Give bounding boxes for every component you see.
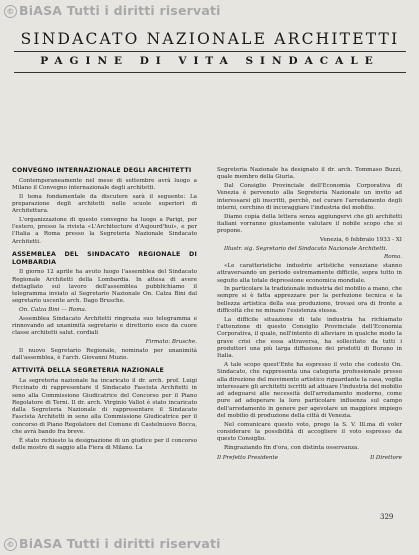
paragraph: Dal Consiglio Provinciale dell'Economia Corporativa di Venezia è pervenuto alla Segreteria Nazionale un invito ad interessarsi gli inscritti, perchè, nel curare l'arredamento degli interni, cerchino di incoraggiare l'industria del mobilio. [217, 182, 402, 211]
paragraph: Il tema fondamentale da discutere sarà il seguente: La preparazione degli architetti nelle scuole superiori di Architettura. [12, 193, 197, 215]
paragraph: La difficile situazione di tale industria ha richiamato l'attenzione di questo Consiglio Provinciale dell'Economia Corporativa, il quale, nell'intento di alleviare in qualche modo la grave crisi che essa attraversa, ha sollecitato da tutti i produttori una più larga diffusione dei prodotti di Burano in Italia. [217, 316, 402, 360]
paragraph: La segreteria nazionale ha incaricato il dr. arch. prof. Luigi Piccinato di rappresentare il Sindacato Fascista Architetti in seno alla Commissione Giudicatrice del Concorso per il Piano Regolatore di Terni. Il dr. arch. Virginio Vallot è stato incaricato dalla Segreteria Nazionale di rappresentare il Sindacato Fascista Architetti in seno alla Commissione Giudicatrice per il concorso di Piano Regolatore del Comune di Castelnuovo Bocca, che avrà bando fra breve. [12, 377, 197, 436]
copyright-icon: © [4, 5, 17, 18]
page-number: 329 [380, 513, 394, 521]
title-rule [14, 51, 406, 52]
paragraph: Nel comunicare questo voto, prego la S. V. Ill.ma di voler considerare la possibilità di accogliere il voto espresso da questo Consiglio. [217, 421, 402, 443]
telegram-address: On. Calza Bini — Roma. [19, 307, 87, 314]
paragraph: In particolare la tradizionale industria del mobilio a mano, che sempre si è fatta apprezzare per la perfezione tecnica e la bellezza artistica della sua produzione, trovasi ora di fronte a difficoltà che ne minano l'esistenza stessa. [217, 286, 402, 315]
section-heading-attivita: ATTIVITÀ DELLA SEGRETERIA NAZIONALE [12, 367, 165, 375]
paragraph: «Le caratteristiche industrie artistiche veneziane stanno attraversando un periodo estremamente difficile, sopra tutto in seguito alla totale depressione economica mondiale. [217, 262, 402, 284]
paragraph: Assemblea Sindacato Architetti ringrazia suo telegramma e rinnovando ad unanimità segretario e direttorio esce da cuore classe architetti salut. cordiali [12, 315, 197, 337]
section-heading-assemblea: ASSEMBLEA DEL SINDACATO REGIONALE DI LOMBARDIA [12, 251, 197, 266]
watermark-top [4, 3, 221, 18]
signature-prefetto: Il Prefetto Presidente [217, 455, 279, 462]
paragraph: A tale scopo quest'Ente ha espresso il voto che codesto On. Sindacato, che rappresenta una categoria professionale presso alla direzione del movimento artistico riguardante la casa, voglia interessare gli architetti iscritti ad attuare l'industria del mobilio ad adeguarsi alle necessità dell'arredamento moderno, come pure ad adoperare la loro particolare influenza sul campo dell'arredamento in genere per agevolare un maggiore impiego del mobilio di produzione della città di Venezia. [217, 361, 402, 420]
letter-city: Roma. [384, 254, 402, 261]
watermark-text: BiASA Tutti i diritti riservati [19, 3, 221, 18]
page-subtitle: PAGINE DI VITA SINDACALE [40, 55, 380, 67]
paragraph: Contemporaneamente nel mese di settembre avrà luogo a Milano il Convegno internazionale degli architetti. [12, 177, 197, 191]
watermark-bottom [4, 536, 221, 551]
right-column [217, 167, 402, 463]
paragraph: L'organizzazione di questo convegno ha luogo a Parigi, per l'estero, presso la rivista «L'Architecture d'Aujourd'hui», e per l'Italia a Roma presso la Segreteria Nazionale Sindacato Architetti. [12, 216, 197, 245]
letter-date: Venezia, 6 febbraio 1933 - XI [319, 236, 402, 243]
paragraph: Il nuovo Segretario Regionale, nominato per unanimità dall'assemblea, è l'arch. Giovanni Muzio. [12, 347, 197, 362]
telegram-signature: Firmato: Brusche. [145, 339, 197, 346]
paragraph: Segreteria Nazionale ha designato il dr. arch. Tommaso Buzzi, quale membro della Giuria. [217, 167, 402, 181]
letter-signatures [217, 455, 402, 462]
copyright-icon: © [4, 538, 17, 551]
signature-direttore: Il Direttore [370, 455, 402, 462]
letter-addressee: Illustr. sig. Segretario del Sindacato Nazionale Architetti. [224, 245, 388, 252]
paragraph: Il giorno 12 aprile ha avuto luogo l'assemblea del Sindacato Regionale Architetti della Lombardia. In attesa di avere dettagliato sul lavoro dell'assemblea pubblichiamo il telegramma inviato al Segretario Nazionale On. Calza Bini dal segretario uscente arch. Dago Brusche. [12, 269, 197, 305]
subtitle-rule [14, 72, 406, 73]
paragraph: È stato richiesto la designazione di un giudice per il concorso delle mostre di saggio alla Fiera di Milano. La [12, 437, 197, 452]
page-title: SINDACATO NAZIONALE ARCHITETTI [20, 30, 400, 48]
section-heading-convegno: CONVEGNO INTERNAZIONALE DEGLI ARCHITETTI [12, 167, 192, 174]
watermark-text: BiASA Tutti i diritti riservati [19, 536, 221, 551]
left-column [12, 167, 197, 454]
paragraph: Diamo copia della lettera senza aggiungervi che gli architetti italiani vorranno giustamente valutare il nobile scopo che si propone. [217, 213, 402, 235]
paragraph: Ringraziando fin d'ora, con distinta osservanza. [224, 444, 360, 451]
